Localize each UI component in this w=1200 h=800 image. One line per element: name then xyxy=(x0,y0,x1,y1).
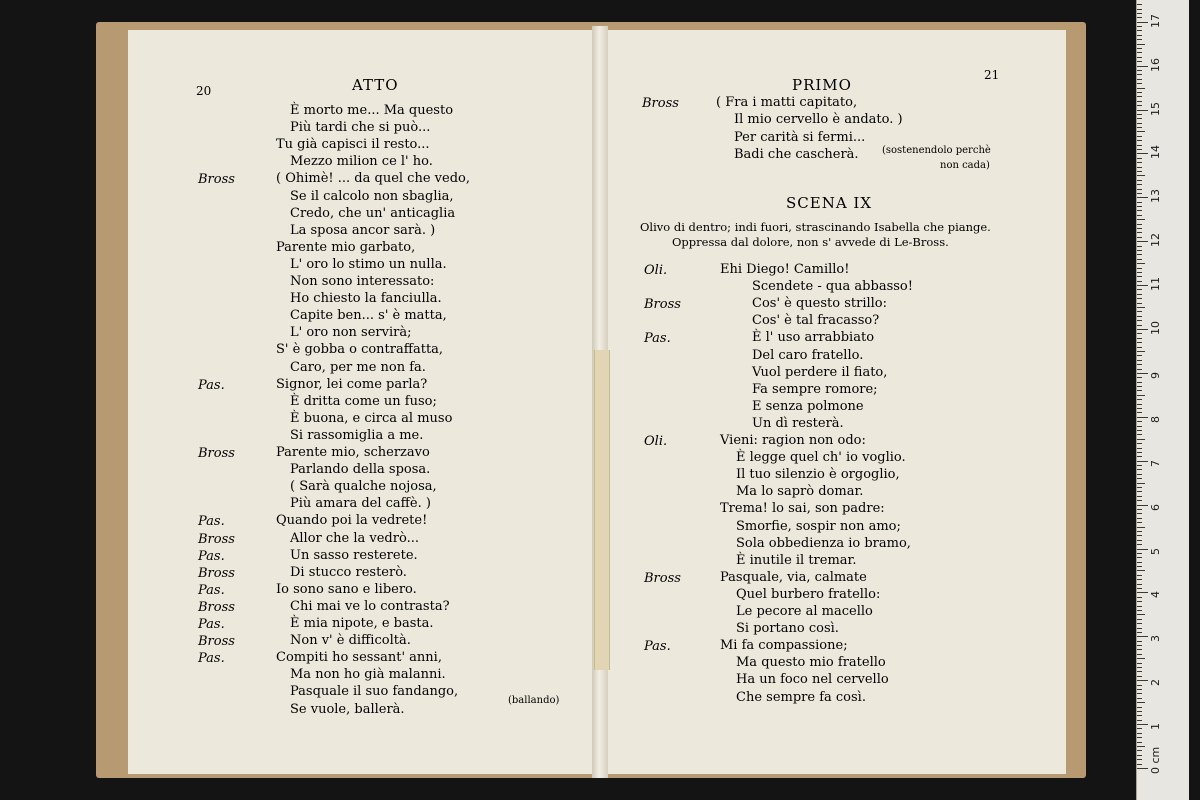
ruler-tick xyxy=(1137,715,1142,716)
ruler-tick xyxy=(1137,390,1142,391)
ruler-tick xyxy=(1137,232,1142,233)
ruler-label: 0 cm xyxy=(1149,746,1162,774)
speaker-name: Bross xyxy=(198,172,235,188)
ruler-tick xyxy=(1137,197,1148,198)
ruler-tick xyxy=(1137,412,1142,413)
ruler-tick xyxy=(1137,404,1142,405)
ruler-tick xyxy=(1137,456,1142,457)
ruler-tick xyxy=(1137,9,1142,10)
verse-line: Allor che la vedrò... xyxy=(290,530,419,546)
ruler-tick xyxy=(1137,632,1142,633)
ruler-tick xyxy=(1137,202,1142,203)
ruler-tick xyxy=(1137,575,1142,576)
ruler-tick xyxy=(1137,601,1142,602)
ruler-tick xyxy=(1137,562,1142,563)
verse-line: ( Sarà qualche nojosa, xyxy=(290,479,437,495)
verse-line: È buona, e circa al muso xyxy=(290,410,453,426)
ruler-label: 9 xyxy=(1149,371,1162,379)
right-page-number: 21 xyxy=(984,68,1000,82)
ruler-tick xyxy=(1137,4,1142,5)
verse-line: Vuol perdere il fiato, xyxy=(752,364,888,380)
ruler-tick xyxy=(1137,636,1148,637)
verse-line: L' oro non servirà; xyxy=(290,325,412,341)
ruler-tick xyxy=(1137,592,1148,593)
verse-line: Ma lo saprò domar. xyxy=(736,484,864,500)
ruler-tick xyxy=(1137,303,1142,304)
ruler-label: 5 xyxy=(1149,547,1162,555)
ruler-tick xyxy=(1137,527,1145,528)
ruler-tick xyxy=(1137,544,1142,545)
ruler-tick xyxy=(1137,452,1142,453)
verse-line: Trema! lo sai, son padre: xyxy=(720,501,885,517)
ruler-tick xyxy=(1137,707,1142,708)
ruler-tick xyxy=(1137,57,1142,58)
right-stage-direction-1: (sostenendolo perchè xyxy=(882,145,991,156)
ruler-tick xyxy=(1137,338,1142,339)
ruler-tick xyxy=(1137,153,1148,154)
ruler-tick xyxy=(1137,193,1142,194)
ruler-tick xyxy=(1137,360,1142,361)
ruler-tick xyxy=(1137,645,1142,646)
ruler-tick xyxy=(1137,702,1145,703)
verse-line: Parente mio garbato, xyxy=(276,239,416,255)
ruler-tick xyxy=(1137,663,1142,664)
ruler-tick xyxy=(1137,549,1148,550)
ruler-tick xyxy=(1137,325,1142,326)
verse-line: S' è gobba o contraffatta, xyxy=(276,342,444,358)
ruler-tick xyxy=(1137,263,1145,264)
ruler-tick xyxy=(1137,478,1142,479)
ruler-tick xyxy=(1137,298,1142,299)
ruler-tick xyxy=(1137,509,1142,510)
ruler-tick xyxy=(1137,241,1148,242)
verse-line: Il tuo silenzio è orgoglio, xyxy=(736,467,900,483)
verse-line: Parente mio, scherzavo xyxy=(276,445,430,460)
speaker-name: Pas. xyxy=(644,639,671,655)
ruler-tick xyxy=(1137,347,1142,348)
ruler-label: 14 xyxy=(1149,145,1162,160)
speaker-name: Pas. xyxy=(198,582,225,598)
ruler-tick xyxy=(1137,272,1142,273)
ruler-tick xyxy=(1137,531,1142,532)
verse-line: È mia nipote, e basta. xyxy=(290,616,434,631)
verse-line: Sola obbedienza io bramo, xyxy=(736,535,911,551)
ruler-tick xyxy=(1137,70,1142,71)
ruler-tick xyxy=(1137,219,1145,220)
verse-line: La sposa ancor sarà. ) xyxy=(290,222,436,238)
ruler-tick xyxy=(1137,224,1142,225)
ruler-tick xyxy=(1137,487,1142,488)
ruler-tick xyxy=(1137,680,1148,681)
ruler-tick xyxy=(1137,570,1145,571)
ruler-tick xyxy=(1137,351,1145,352)
binding-tape xyxy=(594,350,610,670)
verse-line: Un dì resterà. xyxy=(752,415,844,431)
ruler-tick xyxy=(1137,289,1142,290)
verse-line: Si rassomiglia a me. xyxy=(290,427,424,443)
ruler-tick xyxy=(1137,48,1142,49)
ruler-tick xyxy=(1137,206,1142,207)
verse-line: Tu già capisci il resto... xyxy=(276,137,430,153)
speaker-name: Oli. xyxy=(644,263,668,278)
ruler-tick xyxy=(1137,44,1145,45)
scene-description-2: Oppressa dal dolore, non s' avvede di Le-Bross. xyxy=(672,235,949,249)
ruler-tick xyxy=(1137,39,1142,40)
ruler-tick xyxy=(1137,215,1142,216)
speaker-name: Bross xyxy=(198,599,235,615)
speaker-name: Bross xyxy=(642,96,679,111)
verse-line: Cos' è questo strillo: xyxy=(752,296,888,312)
ruler-tick xyxy=(1137,127,1142,128)
left-stage-direction: (ballando) xyxy=(508,695,560,706)
ruler-tick xyxy=(1137,246,1142,247)
ruler-tick xyxy=(1137,268,1142,269)
ruler-label: 12 xyxy=(1149,233,1162,248)
ruler-tick xyxy=(1137,342,1142,343)
ruler-tick xyxy=(1137,26,1142,27)
ruler-tick xyxy=(1137,320,1142,321)
ruler-tick xyxy=(1137,522,1142,523)
verse-line: È morto me... Ma questo xyxy=(290,103,454,118)
verse-line: Ma questo mio fratello xyxy=(736,655,886,671)
verse-line: Ma non ho già malanni. xyxy=(290,667,446,683)
ruler-tick xyxy=(1137,30,1142,31)
ruler-tick xyxy=(1137,136,1142,137)
speaker-name: Bross xyxy=(198,531,235,547)
ruler-tick xyxy=(1137,606,1142,607)
scene-title: SCENA IX xyxy=(786,194,873,212)
verse-line: Fa sempre romore; xyxy=(752,381,878,397)
ruler-tick xyxy=(1137,61,1142,62)
ruler-tick xyxy=(1137,720,1142,721)
ruler-tick xyxy=(1137,469,1142,470)
ruler-tick xyxy=(1137,671,1142,672)
ruler-tick xyxy=(1137,465,1142,466)
speaker-name: Oli. xyxy=(644,434,668,449)
verse-line: Di stucco resterò. xyxy=(290,564,407,580)
verse-line: Più tardi che si può... xyxy=(290,120,431,136)
speaker-name: Bross xyxy=(198,565,235,581)
verse-line: Se vuole, ballerà. xyxy=(290,701,405,717)
verse-line: Caro, per me non fa. xyxy=(290,359,426,375)
scene-description-1: Olivo di dentro; indi fuori, strascinando Isabella che piange. xyxy=(640,220,991,234)
ruler-tick xyxy=(1137,724,1148,725)
verse-line: Che sempre fa così. xyxy=(736,689,866,705)
verse-line: Pasquale, via, calmate xyxy=(720,569,867,585)
ruler-label: 6 xyxy=(1149,503,1162,511)
ruler-tick xyxy=(1137,373,1148,374)
ruler-tick xyxy=(1137,131,1145,132)
ruler-tick xyxy=(1137,52,1142,53)
speaker-name: Pas. xyxy=(198,651,225,667)
ruler-tick xyxy=(1137,513,1142,514)
ruler-tick xyxy=(1137,175,1145,176)
ruler-tick xyxy=(1137,746,1145,747)
verse-line: Quando poi la vedrete! xyxy=(276,513,428,529)
ruler-tick xyxy=(1137,540,1142,541)
ruler-tick xyxy=(1137,667,1142,668)
ruler-tick xyxy=(1137,88,1145,89)
ruler-label: 7 xyxy=(1149,459,1162,467)
verse-line: È l' uso arrabbiato xyxy=(752,330,875,346)
ruler-tick xyxy=(1137,167,1142,168)
verse-line: Le pecore al macello xyxy=(736,604,873,619)
speaker-name: Pas. xyxy=(198,617,225,632)
verse-line: È legge quel ch' io voglio. xyxy=(736,450,906,466)
ruler-tick xyxy=(1137,434,1142,435)
ruler-tick xyxy=(1137,553,1142,554)
verse-line: Cos' è tal fracasso? xyxy=(752,313,880,329)
verse-line: Il mio cervello è andato. ) xyxy=(734,112,903,128)
verse-line: ( Fra i matti capitato, xyxy=(716,95,858,110)
ruler-tick xyxy=(1137,733,1142,734)
ruler-tick xyxy=(1137,649,1142,650)
ruler-tick xyxy=(1137,421,1142,422)
right-running-header: PRIMO xyxy=(792,76,852,94)
ruler-tick xyxy=(1137,474,1142,475)
ruler-tick xyxy=(1137,711,1142,712)
verse-line: Chi mai ve lo contrasta? xyxy=(290,598,450,614)
verse-line: Parlando della sposa. xyxy=(290,462,431,478)
verse-line: Non v' è difficoltà. xyxy=(290,633,411,649)
verse-line: Se il calcolo non sbaglia, xyxy=(290,188,454,204)
ruler-tick xyxy=(1137,307,1145,308)
ruler-tick xyxy=(1137,737,1142,738)
verse-line: Quel burbero fratello: xyxy=(736,586,881,602)
ruler-tick xyxy=(1137,158,1142,159)
verse-line: Un sasso resterete. xyxy=(290,547,418,563)
ruler-tick xyxy=(1137,74,1142,75)
verse-line: L' oro lo stimo un nulla. xyxy=(290,256,447,272)
ruler-tick xyxy=(1137,364,1142,365)
ruler-tick xyxy=(1137,654,1142,655)
ruler-tick xyxy=(1137,105,1142,106)
ruler-tick xyxy=(1137,228,1142,229)
ruler-label: 2 xyxy=(1149,679,1162,687)
ruler-tick xyxy=(1137,483,1145,484)
ruler-tick xyxy=(1137,461,1148,462)
ruler-tick xyxy=(1137,311,1142,312)
ruler-tick xyxy=(1137,92,1142,93)
ruler-tick xyxy=(1137,189,1142,190)
ruler-tick xyxy=(1137,382,1142,383)
ruler-tick xyxy=(1137,237,1142,238)
speaker-name: Bross xyxy=(644,570,681,586)
ruler-tick xyxy=(1137,17,1142,18)
verse-line: Compiti ho sessant' anni, xyxy=(276,650,442,666)
ruler-tick xyxy=(1137,693,1142,694)
verse-line: Io sono sano e libero. xyxy=(276,581,417,597)
ruler-tick xyxy=(1137,408,1142,409)
ruler-tick xyxy=(1137,619,1142,620)
speaker-name: Pas. xyxy=(198,377,225,393)
verse-line: Pasquale il suo fandango, xyxy=(290,684,459,700)
ruler-tick xyxy=(1137,750,1142,751)
ruler-tick xyxy=(1137,399,1142,400)
ruler-tick xyxy=(1137,210,1142,211)
ruler-tick xyxy=(1137,430,1142,431)
ruler-tick xyxy=(1137,355,1142,356)
ruler-tick xyxy=(1137,610,1142,611)
ruler-tick xyxy=(1137,443,1142,444)
verse-line: Scendete - qua abbasso! xyxy=(752,279,913,295)
verse-line: Del caro fratello. xyxy=(752,347,864,363)
ruler-tick xyxy=(1137,254,1142,255)
verse-line: Non sono interessato: xyxy=(290,274,435,289)
ruler-tick xyxy=(1137,685,1142,686)
verse-line: Signor, lei come parla? xyxy=(276,376,428,392)
ruler-tick xyxy=(1137,377,1142,378)
ruler-tick xyxy=(1137,369,1142,370)
ruler-tick xyxy=(1137,180,1142,181)
verse-line: Mezzo milion ce l' ho. xyxy=(290,154,433,170)
ruler-tick xyxy=(1137,496,1142,497)
ruler-tick xyxy=(1137,728,1142,729)
ruler-tick xyxy=(1137,83,1142,84)
ruler-tick xyxy=(1137,448,1142,449)
ruler-tick xyxy=(1137,114,1142,115)
verse-line: Ha un foco nel cervello xyxy=(736,672,889,688)
ruler-tick xyxy=(1137,66,1148,67)
verse-line: Per carità si fermi... xyxy=(734,129,866,145)
ruler-tick xyxy=(1137,149,1142,150)
ruler-tick xyxy=(1137,641,1142,642)
ruler-label: 11 xyxy=(1149,277,1162,292)
ruler-tick xyxy=(1137,689,1142,690)
ruler-tick xyxy=(1137,294,1142,295)
left-running-header: ATTO xyxy=(352,76,399,94)
ruler-tick xyxy=(1137,500,1142,501)
ruler-tick xyxy=(1137,316,1142,317)
ruler-tick xyxy=(1137,118,1142,119)
verse-line: È dritta come un fuso; xyxy=(290,393,437,409)
ruler-tick xyxy=(1137,614,1145,615)
ruler-label: 16 xyxy=(1149,57,1162,72)
ruler-label: 17 xyxy=(1149,13,1162,28)
verse-line: Vieni: ragion non odo: xyxy=(720,433,866,448)
measuring-ruler xyxy=(1136,0,1189,800)
ruler-tick xyxy=(1137,250,1142,251)
ruler-tick xyxy=(1137,535,1142,536)
speaker-name: Bross xyxy=(198,634,235,650)
ruler-tick xyxy=(1137,101,1142,102)
ruler-tick xyxy=(1137,755,1142,756)
verse-line: E senza polmone xyxy=(752,398,864,414)
ruler-tick xyxy=(1137,395,1145,396)
ruler-label: 1 xyxy=(1149,723,1162,731)
ruler-label: 15 xyxy=(1149,101,1162,116)
ruler-label: 10 xyxy=(1149,321,1162,335)
verse-line: Credo, che un' anticaglia xyxy=(290,205,456,221)
ruler-tick xyxy=(1137,96,1142,97)
ruler-tick xyxy=(1137,162,1142,163)
ruler-tick xyxy=(1137,386,1142,387)
ruler-tick xyxy=(1137,491,1142,492)
ruler-label: 13 xyxy=(1149,189,1162,204)
ruler-tick xyxy=(1137,566,1142,567)
speaker-name: Pas. xyxy=(644,331,671,347)
ruler-tick xyxy=(1137,557,1142,558)
ruler-tick xyxy=(1137,333,1142,334)
verse-line: Capite ben... s' è matta, xyxy=(290,308,447,324)
ruler-tick xyxy=(1137,426,1142,427)
ruler-tick xyxy=(1137,145,1142,146)
ruler-tick xyxy=(1137,597,1142,598)
ruler-tick xyxy=(1137,628,1142,629)
verse-line: Si portano così. xyxy=(736,621,839,637)
ruler-tick xyxy=(1137,123,1142,124)
ruler-tick xyxy=(1137,742,1142,743)
ruler-tick xyxy=(1137,584,1142,585)
ruler-tick xyxy=(1137,658,1145,659)
ruler-tick xyxy=(1137,588,1142,589)
speaker-name: Bross xyxy=(644,297,681,313)
verse-line: Ehi Diego! Camillo! xyxy=(720,262,850,277)
ruler-label: 8 xyxy=(1149,415,1162,423)
verse-line: È inutile il tremar. xyxy=(736,552,857,568)
ruler-tick xyxy=(1137,259,1142,260)
ruler-tick xyxy=(1137,329,1148,330)
right-stage-direction-2: non cada) xyxy=(940,160,990,171)
ruler-tick xyxy=(1137,140,1142,141)
ruler-tick xyxy=(1137,184,1142,185)
speaker-name: Pas. xyxy=(198,548,225,564)
ruler-label: 4 xyxy=(1149,591,1162,599)
speaker-name: Pas. xyxy=(198,514,225,530)
ruler-tick xyxy=(1137,276,1142,277)
ruler-tick xyxy=(1137,171,1142,172)
ruler-tick xyxy=(1137,417,1148,418)
ruler-tick xyxy=(1137,281,1142,282)
ruler-tick xyxy=(1137,579,1142,580)
ruler-tick xyxy=(1137,505,1148,506)
verse-line: Smorfie, sospir non amo; xyxy=(736,518,901,534)
ruler-tick xyxy=(1137,13,1142,14)
verse-line: Badi che cascherà. xyxy=(734,146,859,162)
ruler-tick xyxy=(1137,79,1142,80)
ruler-tick xyxy=(1137,110,1148,111)
speaker-name: Bross xyxy=(198,446,235,461)
verse-line: ( Ohimè! ... da quel che vedo, xyxy=(276,171,470,187)
ruler-tick xyxy=(1137,518,1142,519)
ruler-tick xyxy=(1137,764,1142,765)
ruler-tick xyxy=(1137,439,1145,440)
ruler-tick xyxy=(1137,285,1148,286)
ruler-tick xyxy=(1137,35,1142,36)
verse-line: Mi fa compassione; xyxy=(720,638,848,654)
left-page-number: 20 xyxy=(196,84,212,98)
ruler-tick xyxy=(1137,22,1148,23)
ruler-tick xyxy=(1137,676,1142,677)
ruler-tick xyxy=(1137,768,1148,769)
ruler-tick xyxy=(1137,759,1142,760)
verse-line: Più amara del caffè. ) xyxy=(290,496,431,512)
ruler-label: 3 xyxy=(1149,635,1162,643)
ruler-tick xyxy=(1137,698,1142,699)
verse-line: Ho chiesto la fanciulla. xyxy=(290,291,442,307)
ruler-tick xyxy=(1137,623,1142,624)
